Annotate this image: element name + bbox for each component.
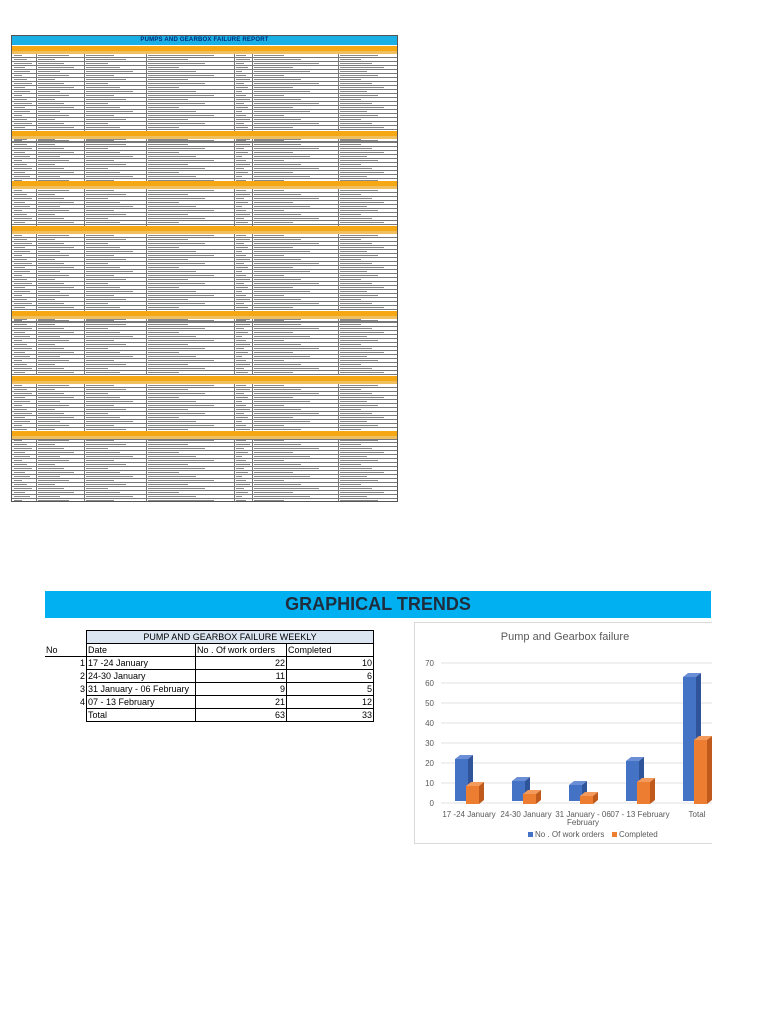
report-section: [12, 431, 397, 502]
report-section: [12, 311, 397, 375]
row-completed: 6: [287, 670, 374, 683]
row-completed: 10: [287, 657, 374, 670]
report-row: [12, 371, 397, 375]
y-tick-label: 10: [425, 779, 434, 788]
report-title: PUMPS AND GEARBOX FAILURE REPORT: [12, 36, 397, 45]
table-row: [45, 670, 374, 683]
chart-legend: [528, 830, 658, 839]
chart-canvas: [415, 623, 712, 843]
row-no: 4: [79, 697, 85, 707]
weekly-failure-table: [45, 630, 374, 722]
legend-label: Completed: [619, 830, 658, 839]
col-header-completed: Completed: [287, 644, 374, 657]
row-orders: 21: [196, 696, 287, 709]
legend-swatch: [528, 832, 533, 837]
col-header-orders: No . Of work orders: [196, 644, 287, 657]
report-section: [12, 226, 397, 322]
row-date: 07 - 13 February: [87, 696, 196, 709]
bar-completed: [637, 782, 650, 804]
y-tick-label: 20: [425, 759, 434, 768]
row-no: 1: [79, 658, 85, 669]
col-header-date: Date: [87, 644, 196, 657]
row-date: 17 -24 January: [87, 657, 196, 670]
y-tick-label: 50: [425, 699, 434, 708]
y-tick-label: 0: [429, 799, 434, 808]
bar-completed: [466, 786, 479, 804]
report-section-rows: [12, 234, 397, 322]
table-row: [45, 696, 374, 709]
legend-swatch: [612, 832, 617, 837]
row-completed: 12: [287, 696, 374, 709]
row-date: 24-30 January: [87, 670, 196, 683]
report-row: [12, 499, 397, 502]
bar-side: [707, 736, 712, 804]
row-date: 31 January - 06 February: [87, 683, 196, 696]
y-tick-label: 40: [425, 719, 434, 728]
report-section-rows: [12, 319, 397, 375]
total-completed: 33: [287, 709, 374, 722]
graphical-trends-banner: GRAPHICAL TRENDS: [45, 591, 711, 618]
x-tick-label: 31 January - 06: [555, 810, 611, 819]
report-section: [12, 131, 397, 187]
report-section-rows: [12, 189, 397, 229]
report-section: [12, 181, 397, 229]
col-header-no: No: [45, 644, 87, 657]
chart-title: Pump and Gearbox failure: [500, 631, 630, 643]
row-no: 2: [79, 671, 85, 681]
row-orders: 9: [196, 683, 287, 696]
y-tick-label: 70: [425, 659, 434, 668]
x-tick-label: 17 -24 January: [442, 810, 496, 819]
report-section-rows: [12, 439, 397, 502]
failure-report-sheet: [11, 35, 398, 502]
chart-bars: [455, 673, 712, 804]
failure-chart: [414, 622, 712, 844]
report-section-rows: [12, 139, 397, 187]
total-orders: 63: [196, 709, 287, 722]
x-tick-label: February: [566, 818, 600, 827]
x-tick-label: Total: [688, 810, 706, 819]
bar-completed: [580, 796, 593, 804]
row-orders: 11: [196, 670, 287, 683]
row-no: 3: [79, 684, 85, 694]
table-row: [45, 657, 374, 670]
total-label: Total: [87, 709, 196, 722]
y-tick-label: 60: [425, 679, 434, 688]
legend-label: No . Of work orders: [535, 830, 605, 839]
bar-completed: [694, 740, 707, 804]
report-section-rows: [12, 54, 397, 142]
x-tick-label: 07 - 13 February: [610, 810, 670, 819]
report-section: [12, 46, 397, 142]
row-completed: 5: [287, 683, 374, 696]
bar-side: [650, 778, 655, 804]
table-row: [45, 683, 374, 696]
y-tick-label: 30: [425, 739, 434, 748]
x-tick-label: 24-30 January: [500, 810, 552, 819]
bar-completed: [523, 794, 536, 804]
row-orders: 22: [196, 657, 287, 670]
total-row: [45, 709, 374, 722]
weekly-table-title: PUMP AND GEARBOX FAILURE WEEKLY: [87, 631, 374, 644]
